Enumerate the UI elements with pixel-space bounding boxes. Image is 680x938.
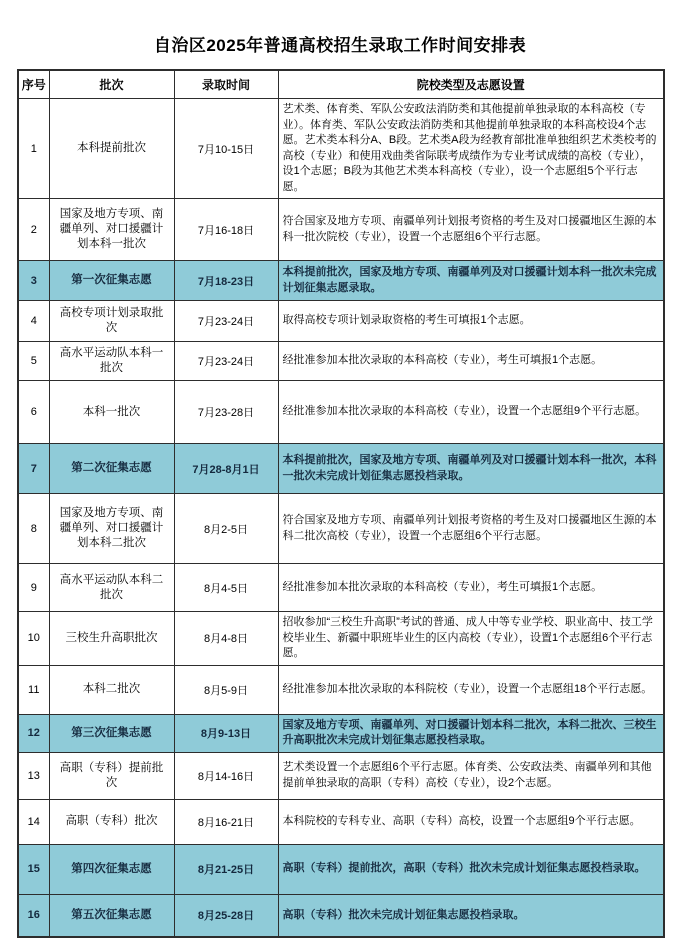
time-cell: 7月10-15日 [174, 99, 278, 199]
table-row [18, 844, 664, 894]
time-cell: 7月23-24日 [174, 301, 278, 342]
description-cell: 符合国家及地方专项、南疆单列计划报考资格的考生及对口援疆地区生源的本科一批次院校（专业），设置一个志愿组6个平行志愿。 [278, 199, 664, 261]
time-cell: 7月18-23日 [174, 261, 278, 301]
row-number-cell: 14 [18, 799, 49, 844]
time-cell: 7月16-18日 [174, 199, 278, 261]
column-header-col-type: 院校类型及志愿设置 [278, 70, 664, 99]
row-number-cell: 7 [18, 444, 49, 494]
row-number-cell: 13 [18, 752, 49, 799]
description-cell: 招收参加“三校生升高职”考试的普通、成人中等专业学校、职业高中、技工学校毕业生、新疆中职班毕业生的区内高校（专业），设置1个志愿组6个平行志愿。 [278, 612, 664, 666]
description-cell: 高职（专科）批次未完成计划征集志愿投档录取。 [278, 894, 664, 937]
time-cell: 8月2-5日 [174, 494, 278, 564]
table-row [18, 665, 664, 714]
batch-cell: 第二次征集志愿 [49, 444, 174, 494]
row-number-cell: 9 [18, 564, 49, 612]
batch-cell: 高水平运动队本科二批次 [49, 564, 174, 612]
column-header-col-batch: 批次 [49, 70, 174, 99]
row-number-cell: 8 [18, 494, 49, 564]
row-number-cell: 2 [18, 199, 49, 261]
time-cell: 7月23-28日 [174, 381, 278, 444]
description-cell: 艺术类设置一个志愿组6个平行志愿。体育类、公安政法类、南疆单列和其他提前单独录取的高职（专科）高校（专业），设2个志愿。 [278, 752, 664, 799]
table-row [18, 894, 664, 937]
table-row [18, 612, 664, 666]
time-cell: 8月21-25日 [174, 844, 278, 894]
table-row [18, 381, 664, 444]
batch-cell: 国家及地方专项、南疆单列、对口援疆计划本科二批次 [49, 494, 174, 564]
table-row [18, 301, 664, 342]
time-cell: 8月9-13日 [174, 714, 278, 752]
description-cell: 经批准参加本批次录取的本科高校（专业），考生可填报1个志愿。 [278, 564, 664, 612]
row-number-cell: 1 [18, 99, 49, 199]
batch-cell: 第五次征集志愿 [49, 894, 174, 937]
table-row [18, 714, 664, 752]
description-cell: 经批准参加本批次录取的本科院校（专业），设置一个志愿组18个平行志愿。 [278, 665, 664, 714]
description-cell: 本科提前批次，国家及地方专项、南疆单列及对口援疆计划本科一批次，本科一批次未完成计划征集志愿投档录取。 [278, 444, 664, 494]
column-header-col-index: 序号 [18, 70, 49, 99]
batch-cell: 高职（专科）批次 [49, 799, 174, 844]
row-number-cell: 4 [18, 301, 49, 342]
schedule-table [17, 69, 665, 938]
row-number-cell: 10 [18, 612, 49, 666]
schedule-table-body [18, 99, 664, 938]
table-row [18, 342, 664, 381]
table-row [18, 799, 664, 844]
row-number-cell: 6 [18, 381, 49, 444]
description-cell: 本科提前批次，国家及地方专项、南疆单列及对口援疆计划本科一批次未完成计划征集志愿录取。 [278, 261, 664, 301]
description-cell: 艺术类、体育类、军队公安政法消防类和其他提前单独录取的本科高校（专业）。体育类、军队公安政法消防类和其他提前单独录取的本科高校设4个志愿。艺术类本科分A、B段。艺术类A段为经教育部批准单独组织艺术类校考的高校（专业）和使用戏曲类省际联考成绩作为专业考试成绩的高校（专业），设1个志愿；B段为其他艺术类本科高校（专业），设一个志愿组5个平行志愿。 [278, 99, 664, 199]
time-cell: 8月4-8日 [174, 612, 278, 666]
table-row [18, 494, 664, 564]
row-number-cell: 5 [18, 342, 49, 381]
description-cell: 符合国家及地方专项、南疆单列计划报考资格的考生及对口援疆地区生源的本科二批次高校（专业），设置一个志愿组6个平行志愿。 [278, 494, 664, 564]
batch-cell: 第一次征集志愿 [49, 261, 174, 301]
batch-cell: 国家及地方专项、南疆单列、对口援疆计划本科一批次 [49, 199, 174, 261]
batch-cell: 三校生升高职批次 [49, 612, 174, 666]
table-row [18, 261, 664, 301]
batch-cell: 第三次征集志愿 [49, 714, 174, 752]
batch-cell: 本科提前批次 [49, 99, 174, 199]
batch-cell: 高水平运动队本科一批次 [49, 342, 174, 381]
description-cell: 本科院校的专科专业、高职（专科）高校，设置一个志愿组9个平行志愿。 [278, 799, 664, 844]
row-number-cell: 11 [18, 665, 49, 714]
time-cell: 8月5-9日 [174, 665, 278, 714]
table-row [18, 199, 664, 261]
time-cell: 7月28-8月1日 [174, 444, 278, 494]
time-cell: 8月16-21日 [174, 799, 278, 844]
description-cell: 国家及地方专项、南疆单列、对口援疆计划本科二批次，本科二批次、三校生升高职批次未完成计划征集志愿投档录取。 [278, 714, 664, 752]
table-row [18, 564, 664, 612]
table-row [18, 444, 664, 494]
batch-cell: 本科二批次 [49, 665, 174, 714]
table-row [18, 99, 664, 199]
time-cell: 7月23-24日 [174, 342, 278, 381]
batch-cell: 高职（专科）提前批次 [49, 752, 174, 799]
time-cell: 8月14-16日 [174, 752, 278, 799]
batch-cell: 本科一批次 [49, 381, 174, 444]
column-header-col-time: 录取时间 [174, 70, 278, 99]
table-row [18, 752, 664, 799]
description-cell: 高职（专科）提前批次，高职（专科）批次未完成计划征集志愿投档录取。 [278, 844, 664, 894]
description-cell: 取得高校专项计划录取资格的考生可填报1个志愿。 [278, 301, 664, 342]
row-number-cell: 15 [18, 844, 49, 894]
description-cell: 经批准参加本批次录取的本科高校（专业），设置一个志愿组9个平行志愿。 [278, 381, 664, 444]
row-number-cell: 12 [18, 714, 49, 752]
batch-cell: 第四次征集志愿 [49, 844, 174, 894]
row-number-cell: 16 [18, 894, 49, 937]
row-number-cell: 3 [18, 261, 49, 301]
time-cell: 8月25-28日 [174, 894, 278, 937]
time-cell: 8月4-5日 [174, 564, 278, 612]
description-cell: 经批准参加本批次录取的本科高校（专业），考生可填报1个志愿。 [278, 342, 664, 381]
batch-cell: 高校专项计划录取批次 [49, 301, 174, 342]
table-header-row [18, 70, 664, 99]
page-title: 自治区2025年普通高校招生录取工作时间安排表 [153, 36, 527, 55]
